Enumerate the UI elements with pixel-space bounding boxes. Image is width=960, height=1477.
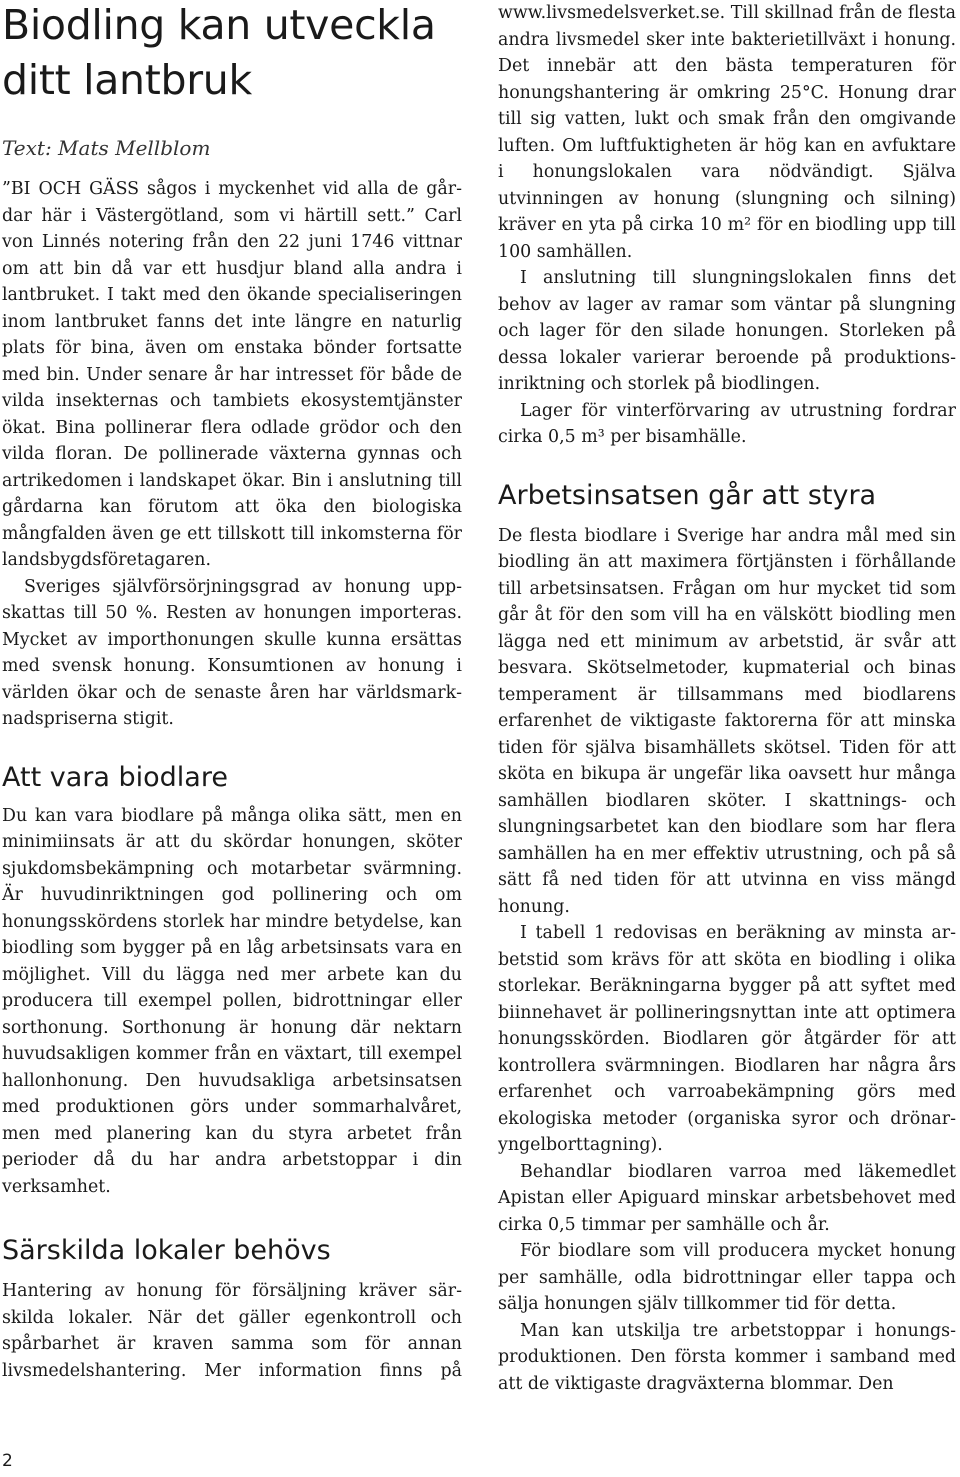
page-number: 2 [2,1451,13,1471]
body-paragraph-continuation [498,0,956,265]
byline: Text: Mats Mellblom [2,136,211,160]
body-paragraph: För biodlare som vill producera mycket honung per samhälle, odla bidrottningar eller tappa och sälja honungen själv tillkommer tid för detta. [498,1241,956,1314]
section-heading: Särskilda lokaler behövs [2,1235,331,1266]
body-paragraph-continued: Hantering av honung för försäljning kräver särskilda lokaler. När det gäller egenkontroll och spårbarhet är kraven samma som för annan livsmedelshantering. Mer information finns på [2,1281,462,1381]
intro-paragraph: ”BI OCH GÄSS sågos i myckenhet vid alla de gårdar här i Västergötland, som vi härtill sett.” Carl von Linnés notering från den 22 juni 1746 vittnar om att bin då var ett husdjur bland alla andra i lantbruket. I takt med den ökande specialiseringen inom lantbruket fanns det inte längre en naturlig plats för bina, även om enstaka bönder fortsatte med bin. Under senare år har intresset för både de vilda insekternas och tambiets ekosystemtjänster ökat. Bina pollinerar flera odlade grödor och den vilda floran. De pollinerade växterna gynnas och artrikedomen i landskapet ökar. Bin i anslutning till gårdarna kan förutom att öka den biologiska mångfalden även ge ett tillskott till inkomsterna för landsbygdsföretagaren. [2,179,462,570]
body-paragraph: Du kan vara biodlare på många olika sätt, men en minimiinsats är att du skördar honungen, sköter sjukdomsbekämpning och motarbetar svärmning. Är huvudinriktningen god pollinering och om honungsskördens storlek har mindre betydelse, kan biodling som bygger på en låg arbetsinsats vara en möjlighet. Vill du lägga ned mer arbete kan du producera till exempel pollen, bidrottningar eller sorthonung. Sorthonung är honung där nektarn huvudsakligen kommer från en växtart, till exempel hallonhonung. Den huvudsakliga arbetsinsatsen med produktionen görs under sommarhalvåret, men med planering kan du styra arbetet från perioder då du har andra arbetstoppar i din verksamhet. [2,805,462,1197]
body-paragraph: Behandlar biodlaren varroa med läkemedlet Apistan eller Apiguard minskar arbetsbehovet med cirka 0,5 timmar per samhälle och år. [498,1161,956,1235]
right-column [498,0,956,1397]
section-heading: Arbetsinsatsen går att styra [498,479,877,511]
left-column [2,0,462,1384]
body-paragraph: De flesta biodlare i Sverige har andra mål med sin biodling än att maximera förtjänsten i förhållande till arbetsinsatsen. Frågan om hur mycket tid som går åt för den som vill ha en välskött biodling men lägga ned ett minimum av arbetstid, är svår att besvara. Skötselmetoder, kupmaterial och binas temperament är tillsammans med biodlarens erfarenhet de viktigaste faktorerna för att minska tiden för själva bisamhällets skötsel. Tiden för att sköta en bikupa är ungefär lika oavsett hur många samhällen biodlaren sköter. I skattnings- och slungningsarbetet kan den biodlare som har flera samhällen ha en mer effektiv utrustning, och på så sätt få ned tiden för att utvinna en viss mängd honung. [498,525,956,917]
article-title: Biodling kan utveckla ditt lantbruk [2,1,436,104]
body-paragraph: Man kan utskilja tre arbetstoppar i honungsproduktionen. Den första kommer i samband med att de viktigaste dragväxterna blommar. Den [498,1320,956,1394]
body-paragraph: I tabell 1 redovisas en beräkning av minsta arbetstid som krävs för att sköta en biodling i olika storlekar. Beräkningarna bygger på att syftet med biinnehavet är pollineringsnyttan inte att optimera honungsskörden. Biodlaren gör åtgärder för att kontrollera svärmningen. Biodlaren har några års erfarenhet och varroabekämpning görs med ekologiska metoder (organiska syror och drönaryngelborttagning). [498,923,956,1155]
intro-paragraph: Sveriges självförsörjningsgrad av honung uppskattas till 50 %. Resten av honungen importeras. Mycket av importhonungen skulle kunna ersättas med svensk honung. Konsumtionen av honung i världen ökar och de senaste åren har världsmarknadspriserna stigit. [2,576,462,729]
continued-text: www.livsmedelsverket.se. Till skillnad från de flesta andra livsmedel sker inte bakterietillväxt i honung. Det innebär att den bästa temperaturen för honungshantering är omkring 25°C. Honung drar till sig vatten, lukt och smak från den omgivande luften. Om luftfuktigheten är hög kan en avfuktare i honungslokalen vara nödvändigt. Själva utvinningen av honung (slungning och silning) kräver en yta på cirka 10 m² för en biodling upp till 100 samhällen. [498,3,956,262]
body-paragraph: I anslutning till slungningslokalen finns det behov av lager av ramar som väntar på slungning och lager för den silade honungen. Storleken på dessa lokaler varierar beroende på produktionsinriktning och storlek på biodlingen. [498,268,956,394]
body-paragraph: Lager för vinterförvaring av utrustning fordrar cirka 0,5 m³ per bisamhälle. [498,400,956,447]
section-heading: Att vara biodlare [2,761,228,793]
